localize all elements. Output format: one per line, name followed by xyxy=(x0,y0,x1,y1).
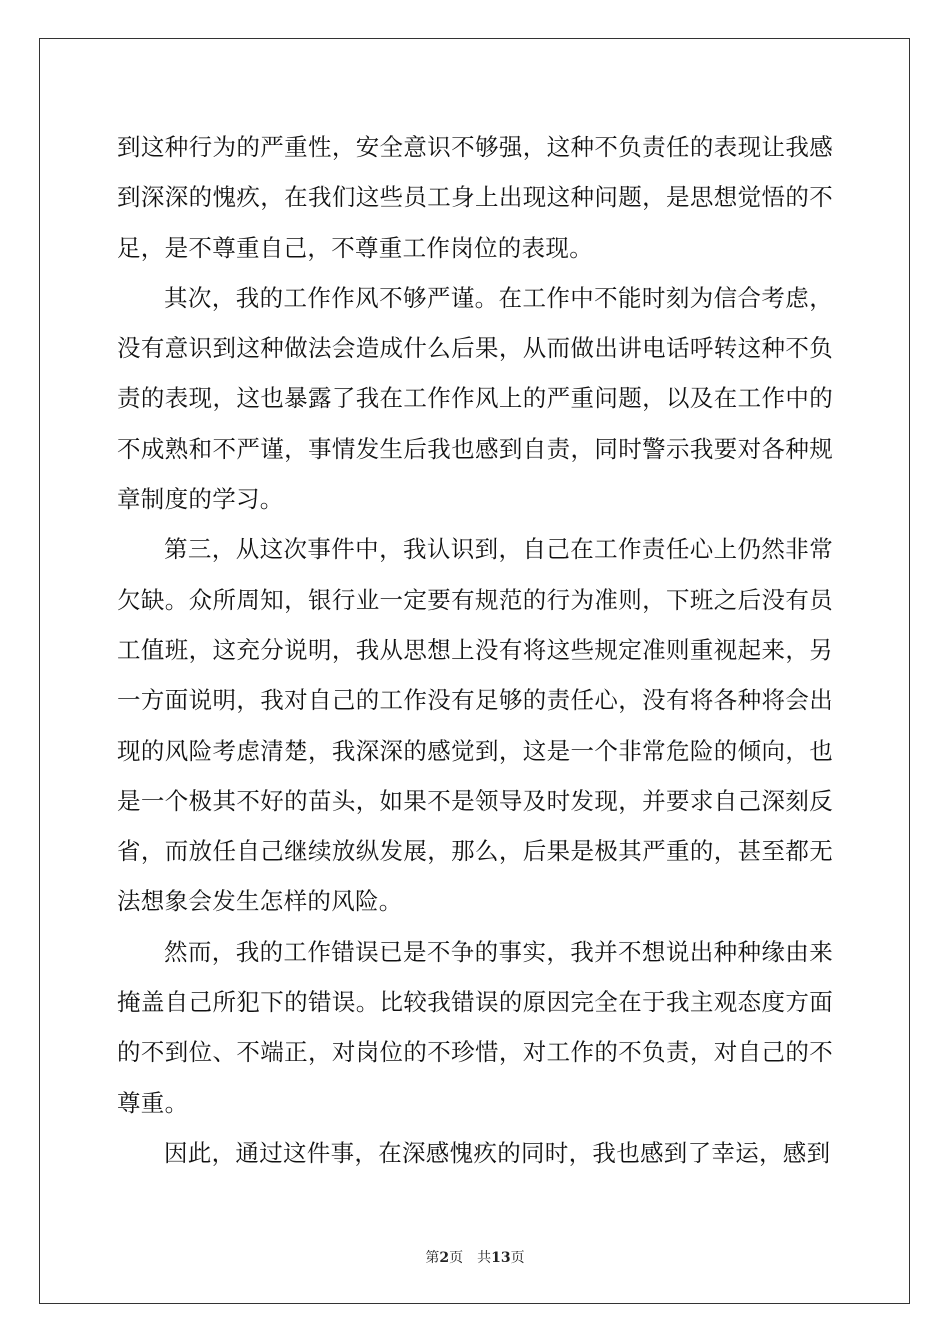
total-prefix: 共 xyxy=(477,1250,492,1266)
document-body xyxy=(117,122,833,1178)
paragraph-3: 第三，从这次事件中，我认识到，自己在工作责任心上仍然非常欠缺。众所周知，银行业一定要有规范的行为准则，下班之后没有员工值班，这充分说明，我从思想上没有将这些规定准则重视起来，另一方面说明，我对自己的工作没有足够的责任心，没有将各种将会出现的风险考虑清楚，我深深的感觉到，这是一个非常危险的倾向，也是一个极其不好的苗头，如果不是领导及时发现，并要求自己深刻反省，而放任自己继续放纵发展，那么，后果是极其严重的，甚至都无法想象会发生怎样的风险。 xyxy=(117,535,833,916)
page-number: 2 xyxy=(439,1250,450,1266)
total-suffix: 页 xyxy=(510,1250,525,1266)
paragraph-2: 其次，我的工作作风不够严谨。在工作中不能时刻为信合考虑，没有意识到这种做法会造成什么后果，从而做出讲电话呼转这种不负责的表现，这也暴露了我在工作作风上的严重问题，以及在工作中的不成熟和不严谨，事情发生后我也感到自责，同时警示我要对各种规章制度的学习。 xyxy=(117,283,833,514)
page-footer xyxy=(0,1247,950,1267)
paragraph-5: 因此，通过这件事，在深感愧疚的同时，我也感到了幸运，感到 xyxy=(164,1138,831,1167)
paragraph-1: 到这种行为的严重性，安全意识不够强，这种不负责任的表现让我感到深深的愧疚，在我们这些员工身上出现这种问题，是思想觉悟的不足，是不尊重自己，不尊重工作岗位的表现。 xyxy=(117,133,833,262)
page-prefix: 第 xyxy=(425,1250,440,1266)
total-pages: 13 xyxy=(491,1250,511,1266)
page-suffix: 页 xyxy=(449,1250,464,1266)
paragraph-4: 然而，我的工作错误已是不争的事实，我并不想说出种种缘由来掩盖自己所犯下的错误。比较我错误的原因完全在于我主观态度方面的不到位、不端正，对岗位的不珍惜，对工作的不负责，对自己的不尊重。 xyxy=(117,937,833,1117)
